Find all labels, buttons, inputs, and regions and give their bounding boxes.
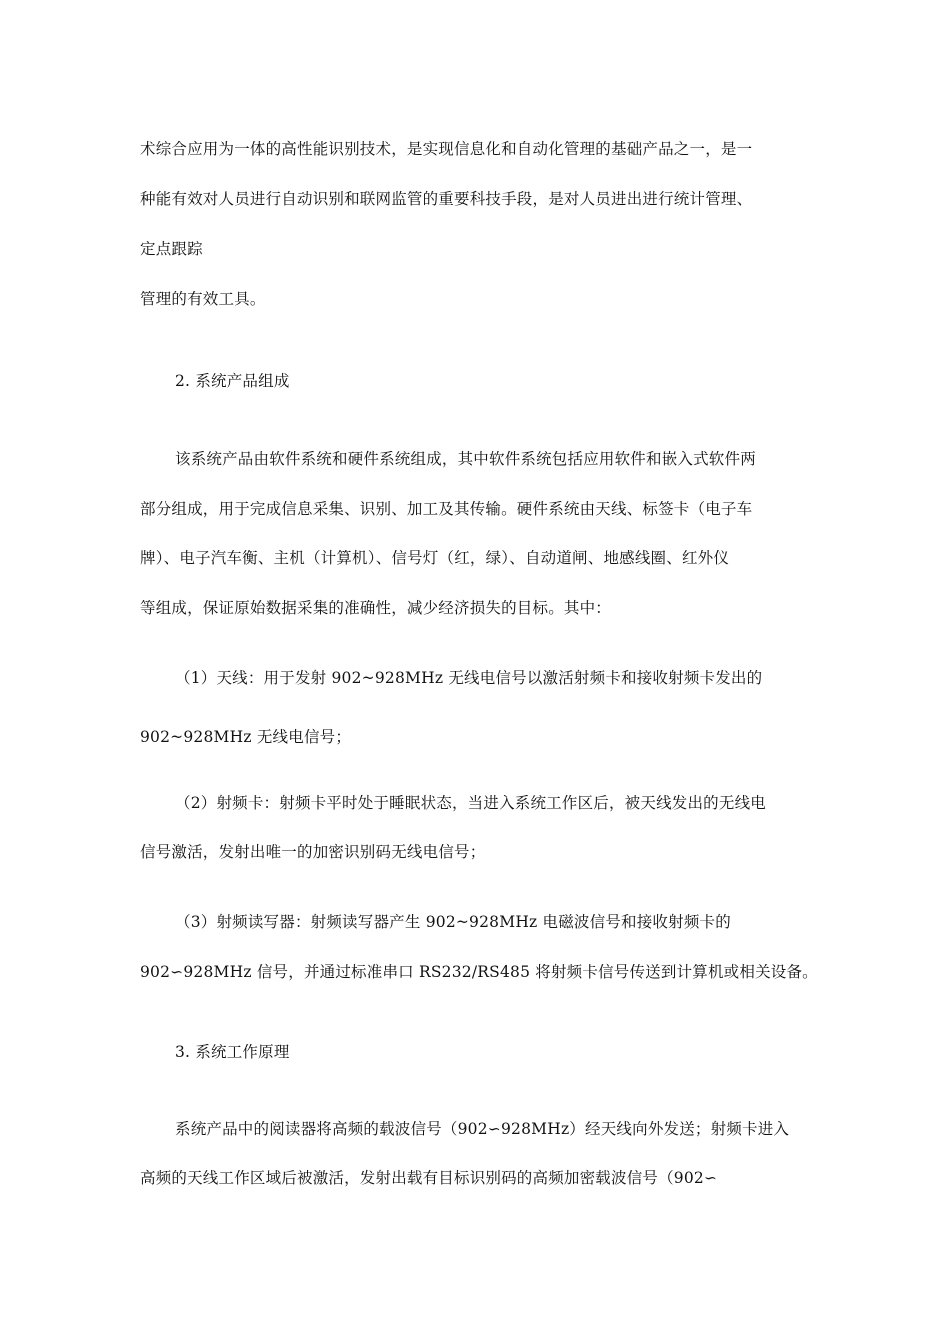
list-item: （3）射频读写器：射频读写器产生 902~928MHz 电磁波信号和接收射频卡的 [175,913,731,931]
paragraph-line: 定点跟踪 [140,240,203,258]
list-item: （1）天线：用于发射 902~928MHz 无线电信号以激活射频卡和接收射频卡发出的 [175,669,763,687]
paragraph-line: 术综合应用为一体的高性能识别技术，是实现信息化和自动化管理的基础产品之一，是一 [140,140,753,158]
paragraph-line: 牌）、电子汽车衡、主机（计算机）、信号灯（红，绿）、自动道闸、地感线圈、红外仪 [140,549,730,567]
section-heading: 2. 系统产品组成 [175,372,290,390]
paragraph-line: 部分组成，用于完成信息采集、识别、加工及其传输。硬件系统由天线、标签卡（电子车 [140,500,753,518]
list-item-continuation: 902∽928MHz 信号，并通过标准串口 RS232/RS485 将射频卡信号传送到计算机或相关设备。 [140,963,818,981]
paragraph-line: 该系统产品由软件系统和硬件系统组成，其中软件系统包括应用软件和嵌入式软件两 [175,450,756,468]
paragraph-line: 种能有效对人员进行自动识别和联网监管的重要科技手段，是对人员进出进行统计管理、 [140,190,753,208]
list-item-continuation: 902~928MHz 无线电信号； [140,728,352,746]
paragraph-line: 系统产品中的阅读器将高频的载波信号（902∽928MHz）经天线向外发送；射频卡进入 [175,1120,790,1138]
paragraph-line: 高频的天线工作区域后被激活，发射出载有目标识别码的高频加密载波信号（902∽ [140,1169,718,1187]
paragraph-line: 管理的有效工具。 [140,290,266,308]
list-item: （2）射频卡：射频卡平时处于睡眠状态，当进入系统工作区后，被天线发出的无线电 [175,794,766,812]
paragraph-line: 等组成，保证原始数据采集的准确性，减少经济损失的目标。其中： [140,599,612,617]
list-item-continuation: 信号激活，发射出唯一的加密识别码无线电信号； [140,843,486,861]
section-heading: 3. 系统工作原理 [175,1043,290,1061]
